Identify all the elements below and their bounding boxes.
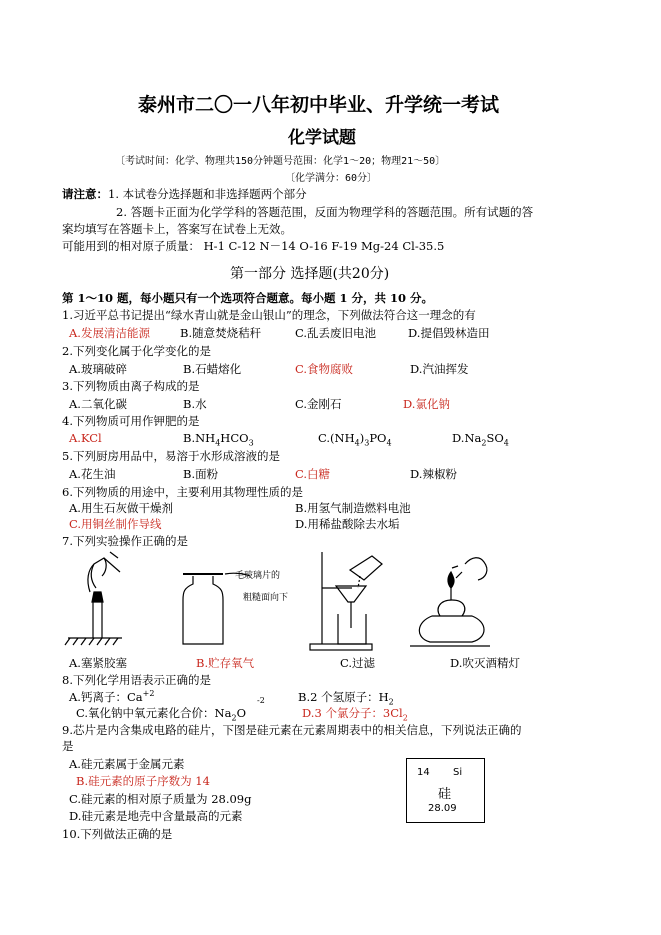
q4-d-text: D.Na <box>452 431 482 445</box>
q4-b-sub2: 3 <box>248 438 254 448</box>
instruction-item-2-cont: 案均填写在答题卡上，答案写在试卷上无效。 <box>62 222 292 236</box>
q7-option-c: C.过滤 <box>340 656 376 670</box>
q7-callout-1: 毛玻璃片的 <box>235 571 281 581</box>
q5-option-b: B.面粉 <box>183 467 219 481</box>
q7-stem: 7.下列实验操作正确的是 <box>62 534 188 548</box>
q4-d-sub2: 4 <box>503 438 509 448</box>
element-symbol: Si <box>453 767 463 778</box>
exam-subtitle: 化学试题 <box>288 128 356 148</box>
q8-stem: 8.下列化学用语表示正确的是 <box>62 673 211 687</box>
q8-c-text: C.氧化钠中氧元素化合价：Na <box>76 706 232 720</box>
q8-a-text: A.钙离子：Ca <box>69 690 143 704</box>
q5-option-d: D.辣椒粉 <box>410 467 457 481</box>
instruction-line-1 <box>62 186 307 202</box>
q7-figure-b <box>183 573 250 644</box>
q8-d-sub: 2 <box>402 713 408 723</box>
q5-stem: 5.下列厨房用品中，易溶于水形成溶液的是 <box>62 449 280 463</box>
q8-c-sub: 2 <box>231 713 237 723</box>
q4-c-text3: PO <box>369 431 387 445</box>
q3-option-b: B.水 <box>183 397 207 411</box>
exam-score-note: 〔化学满分：60分〕 <box>285 173 378 184</box>
q6-option-d: D.用稀盐酸除去水垢 <box>295 517 400 531</box>
q6-option-b: B.用氢气制造燃料电池 <box>295 501 411 515</box>
q4-b-text2: HCO <box>220 431 249 445</box>
q6-stem: 6.下列物质的用途中，主要利用其物理性质的是 <box>62 485 303 499</box>
q6-option-c: C.用铜丝制作导线 <box>69 517 162 531</box>
q4-c-sub2: 3 <box>364 438 370 448</box>
q7-figure-c <box>310 552 382 650</box>
q4-c-text: C.(NH <box>318 431 355 445</box>
q1-option-b: B.随意焚烧秸秆 <box>180 326 262 340</box>
q4-b-sub: 4 <box>215 438 221 448</box>
q3-stem: 3.下列物质由离子构成的是 <box>62 379 200 393</box>
q9-stem: 9.芯片是内含集成电路的硅片，下图是硅元素在元素周期表中的相关信息，下列说法正确的 <box>62 723 522 737</box>
q8-d-text: D.3 个氯分子：3Cl <box>302 706 403 720</box>
instruction-item-2: 2. 答题卡正面为化学学科的答题范围，反面为物理学科的答题范围。所有试题的答 <box>116 205 534 219</box>
q9-stem-cont: 是 <box>62 739 74 753</box>
q7-illustrations <box>60 550 550 652</box>
q5-option-a: A.花生油 <box>69 467 116 481</box>
q5-option-c: C.白糖 <box>295 467 331 481</box>
q4-option-a: A.KCl <box>69 431 102 445</box>
element-atomic-number: 14 <box>417 767 430 778</box>
q4-option-b <box>183 431 254 447</box>
exam-title: 泰州市二〇一八年初中毕业、升学统一考试 <box>138 94 500 116</box>
q4-c-text2: ) <box>359 431 365 445</box>
exam-time-note: 〔考试时间：化学、物理共150分钟题号范围：化学1～20；物理21～50〕 <box>115 156 446 167</box>
q7-option-d: D.吹灭酒精灯 <box>450 656 520 670</box>
periodic-table-cell <box>406 758 485 823</box>
q6-option-a: A.用生石灰做干燥剂 <box>69 501 173 515</box>
q8-a-sup: +2 <box>142 689 155 699</box>
q1-option-c: C.乱丢废旧电池 <box>295 326 377 340</box>
q4-option-d <box>452 431 509 447</box>
section-intro: 第 1～10 题，每小题只有一个选项符合题意。每小题 1 分，共 10 分。 <box>62 291 434 305</box>
q8-option-a <box>69 689 154 705</box>
q4-stem: 4.下列物质可用作钾肥的是 <box>62 414 200 428</box>
q4-c-sub3: 4 <box>386 438 392 448</box>
q7-option-a: A.塞紧胶塞 <box>69 656 127 670</box>
q3-option-d: D.氯化钠 <box>403 397 450 411</box>
q8-c-o: O <box>236 706 246 720</box>
q9-option-d: D.硅元素是地壳中含量最高的元素 <box>69 809 243 823</box>
element-mass: 28.09 <box>428 803 457 814</box>
q10-stem: 10.下列做法正确的是 <box>62 827 173 841</box>
q2-option-c: C.食物腐败 <box>295 362 354 376</box>
q2-option-a: A.玻璃破碎 <box>69 362 127 376</box>
element-name: 硅 <box>438 787 452 802</box>
q1-option-d: D.提倡毁林造田 <box>408 326 490 340</box>
q9-option-a: A.硅元素属于金属元素 <box>69 757 185 771</box>
q8-c-valence: -2 <box>257 696 265 705</box>
q7-figure-d <box>410 558 490 646</box>
q7-callout-2: 粗糙面向下 <box>243 593 289 603</box>
q4-option-c <box>318 431 392 447</box>
q4-c-sub: 4 <box>354 438 360 448</box>
q2-option-b: B.石蜡熔化 <box>183 362 242 376</box>
q9-option-c: C.硅元素的相对原子质量为 28.09g <box>69 792 252 806</box>
q8-b-text: B.2 个氢原子：H <box>298 690 389 704</box>
q3-option-c: C.金刚石 <box>295 397 342 411</box>
q2-stem: 2.下列变化属于化学变化的是 <box>62 344 211 358</box>
instruction-label: 请注意： <box>62 187 108 201</box>
q9-option-b: B.硅元素的原子序数为 14 <box>76 774 210 788</box>
q8-option-b <box>298 689 394 706</box>
q1-option-a: A.发展清洁能源 <box>69 326 150 340</box>
q4-d-text2: SO <box>486 431 504 445</box>
q8-option-d <box>302 705 408 722</box>
q2-option-d: D.汽油挥发 <box>410 362 469 376</box>
q8-b-sub: 2 <box>388 697 394 707</box>
q1-stem: 1.习近平总书记提出“绿水青山就是金山银山”的理念，下列做法符合这一理念的有 <box>62 308 476 322</box>
instruction-item-1: 1. 本试卷分选择题和非选择题两个部分 <box>108 187 307 201</box>
q7-figure-a <box>65 552 122 645</box>
section-title: 第一部分 选择题(共20分) <box>230 266 390 282</box>
atomic-masses: 可能用到的相对原子质量： H-1 C-12 N－14 O-16 F-19 Mg-24 Cl-35.5 <box>62 239 445 253</box>
q4-b-text: B.NH <box>183 431 216 445</box>
q7-option-b: B.贮存氧气 <box>196 656 255 670</box>
q3-option-a: A.二氧化碳 <box>69 397 127 411</box>
q4-d-sub: 2 <box>481 438 487 448</box>
